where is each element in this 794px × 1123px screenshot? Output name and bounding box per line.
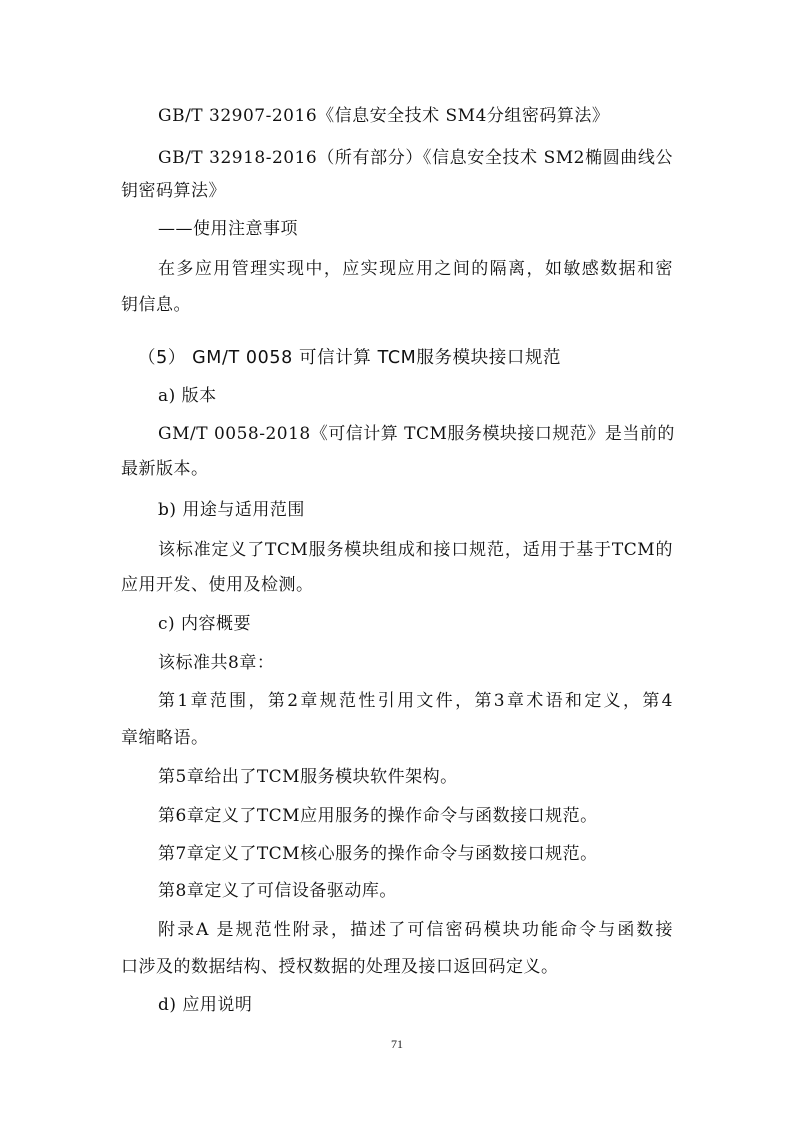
section-heading-gmt0058: （5） GM/T 0058 可信计算 TCM服务模块接口规范 [138, 348, 562, 368]
appendix-a-line1: 附录A 是规范性附录，描述了可信密码模块功能命令与函数接 [158, 920, 673, 940]
scope-paragraph-line2: 应用开发、使用及检测。 [121, 575, 314, 595]
isolation-paragraph-line1: 在多应用管理实现中，应实现应用之间的隔离，如敏感数据和密 [158, 259, 673, 279]
item-b-scope: b) 用途与适用范围 [158, 500, 305, 520]
usage-notes-heading: ——使用注意事项 [158, 219, 298, 239]
reference-sm2-line1: GB/T 32918-2016（所有部分）《信息安全技术 SM2椭圆曲线公 [158, 148, 673, 168]
item-d-application: d) 应用说明 [158, 995, 253, 1015]
version-paragraph-line2: 最新版本。 [121, 459, 209, 479]
chapter-8: 第8章定义了可信设备驱动库。 [158, 881, 397, 901]
chapter-6: 第6章定义了TCM应用服务的操作命令与函数接口规范。 [158, 806, 598, 826]
chapter-5: 第5章给出了TCM服务模块软件架构。 [158, 767, 458, 787]
page-number: 71 [391, 1037, 403, 1051]
item-c-summary: c) 内容概要 [158, 614, 252, 634]
item-a-version: a) 版本 [158, 386, 217, 406]
chapters-1-4-line1: 第1章范围，第2章规范性引用文件，第3章术语和定义，第4 [158, 691, 673, 711]
chapters-1-4-line2: 章缩略语。 [121, 728, 209, 748]
isolation-paragraph-line2: 钥信息。 [121, 295, 191, 315]
version-paragraph-line1: GM/T 0058-2018《可信计算 TCM服务模块接口规范》是当前的 [158, 424, 675, 444]
reference-sm2-line2: 钥密码算法》 [121, 181, 226, 201]
chapter-count: 该标准共8章： [158, 653, 275, 673]
appendix-a-line2: 口涉及的数据结构、授权数据的处理及接口返回码定义。 [121, 957, 559, 977]
scope-paragraph-line1: 该标准定义了TCM服务模块组成和接口规范，适用于基于TCM的 [158, 540, 673, 560]
reference-sm4: GB/T 32907-2016《信息安全技术 SM4分组密码算法》 [158, 106, 610, 126]
chapter-7: 第7章定义了TCM核心服务的操作命令与函数接口规范。 [158, 844, 598, 864]
